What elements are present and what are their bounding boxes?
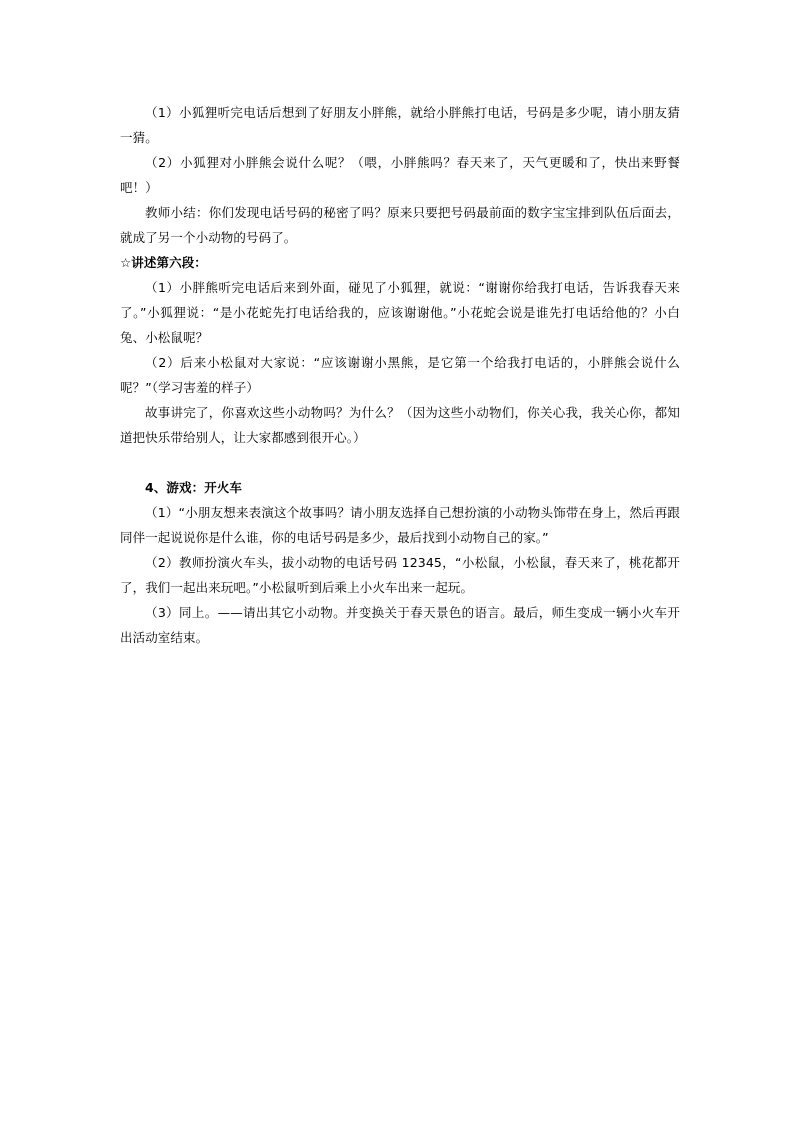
paragraph-game-step-1: （1）“小朋友想来表演这个故事吗？请小朋友选择自己想扮演的小动物头饰带在身上，然后再跟同伴一起说说你是什么谁，你的电话号码是多少，最后找到小动物自己的家。” bbox=[120, 505, 680, 545]
paragraph-story-ends: 故事讲完了，你喜欢这些小动物吗？为什么？（因为这些小动物们，你关心我，我关心你，都知道把快乐带给别人，让大家都感到很开心。） bbox=[120, 405, 680, 445]
paragraph-game-step-2: （2）教师扮演火车头，拔小动物的电话号码 12345，“小松鼠，小松鼠，春天来了，桃花都开了，我们一起出来玩吧。”小松鼠听到后乘上小火车出来一起玩。 bbox=[120, 555, 680, 595]
section-heading-train-game: 4、游戏：开火车 bbox=[145, 480, 242, 495]
paragraph-teacher-summary: 教师小结：你们发现电话号码的秘密了吗？原来只要把号码最前面的数字宝宝排到队伍后面去，就成了另一个小动物的号码了。 bbox=[120, 205, 680, 245]
blank-line bbox=[120, 450, 680, 475]
document-body bbox=[120, 100, 680, 650]
paragraph-game-step-3: （3）同上。——请出其它小动物。并变换关于春天景色的语言。最后，师生变成一辆小火车开出活动室结束。 bbox=[120, 605, 680, 645]
paragraph-bear-thanks: （1）小胖熊听完电话后来到外面，碰见了小狐狸，就说：“谢谢你给我打电话，告诉我春天来了。”小狐狸说：“是小花蛇先打电话给我的，应该谢谢他。”小花蛇会说是谁先打电话给他的？小白兔、小松鼠呢？ bbox=[120, 280, 680, 345]
paragraph-fox-says: （2）小狐狸对小胖熊会说什么呢？（喂，小胖熊吗？春天来了，天气更暖和了，快出来野餐吧！） bbox=[120, 155, 680, 195]
paragraph-fox-calls-bear: （1）小狐狸听完电话后想到了好朋友小胖熊，就给小胖熊打电话，号码是多少呢，请小朋友猜一猜。 bbox=[120, 105, 680, 145]
section-heading-part-six: ☆讲述第六段： bbox=[120, 255, 207, 270]
paragraph-squirrel-says: （2）后来小松鼠对大家说：“应该谢谢小黑熊，是它第一个给我打电话的，小胖熊会说什么呢？”（学习害羞的样子） bbox=[120, 355, 680, 395]
